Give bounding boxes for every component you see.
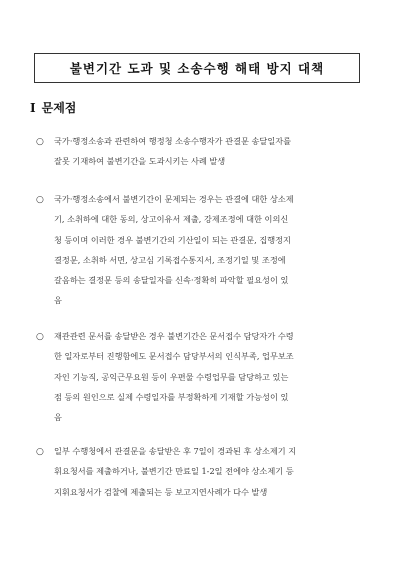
text-line: 국가·행정소송과 관련하여 행정청 소송수행자가 관결문 송달일자를 [54, 136, 292, 146]
text-line: 점 등의 원인으로 실제 수령일자를 부정확하게 기재할 가능성이 있 [54, 391, 289, 402]
item-text [54, 326, 366, 427]
section-label: 문제점 [41, 101, 77, 115]
item-text [54, 131, 366, 172]
text-line: 청 등이며 이러한 경우 불변기간의 기산일이 되는 관결문, 집행정지 [54, 234, 291, 245]
text-line: 휘요청서를 제출하거나, 불변기간 만료일 1-2일 전에야 상소제기 등 [54, 466, 294, 477]
text-line: 음 [54, 295, 62, 306]
bullet-circle-icon: ○ [36, 137, 44, 147]
text-line: 갈음하는 결정문 등의 송달일자를 신속·정확히 파악할 필요성이 있 [54, 275, 289, 286]
section-heading [30, 99, 76, 116]
item-text [54, 441, 366, 502]
bullet-circle-icon: ○ [36, 447, 44, 457]
section-number: Ⅰ [30, 101, 36, 115]
text-line: 지휘요청서가 검찰에 제출되는 등 보고지연사례가 다수 발생 [54, 486, 268, 497]
text-line: 일부 수행청에서 관결문을 송달받은 후 7일이 경과된 후 상소제기 지 [54, 446, 297, 456]
document-title-box [34, 53, 360, 83]
text-line: 잘못 기재하여 불변기간을 도과시키는 사례 발생 [54, 156, 226, 167]
item-text [54, 189, 366, 311]
bullet-circle-icon: ○ [36, 195, 44, 205]
text-line: 결정문, 소취하 서면, 상고심 기록접수통지서, 조정기일 및 조정에 [54, 254, 286, 265]
text-line: 기, 소취하에 대한 동의, 상고이유서 제출, 강제조정에 대한 이의신 [54, 214, 289, 225]
bullet-circle-icon: ○ [36, 332, 44, 342]
document-title: 불변기간 도과 및 소송수행 해태 방지 대책 [69, 61, 325, 76]
text-line: 음 [54, 412, 62, 423]
text-line: 자인 기능직, 공익근무요원 등이 우편물 수령업무를 담당하고 있는 [54, 371, 289, 382]
text-line: 국가·행정소송에서 불변기간이 문제되는 경우는 관결에 대한 상소제 [54, 194, 294, 204]
text-line: 재관관련 문서를 송달받은 경우 불변기간은 문서접수 담당자가 수령 [54, 331, 294, 341]
text-line: 한 일자로부터 진행함에도 문서접수 담당부서의 인식부족, 업무보조 [54, 351, 294, 362]
